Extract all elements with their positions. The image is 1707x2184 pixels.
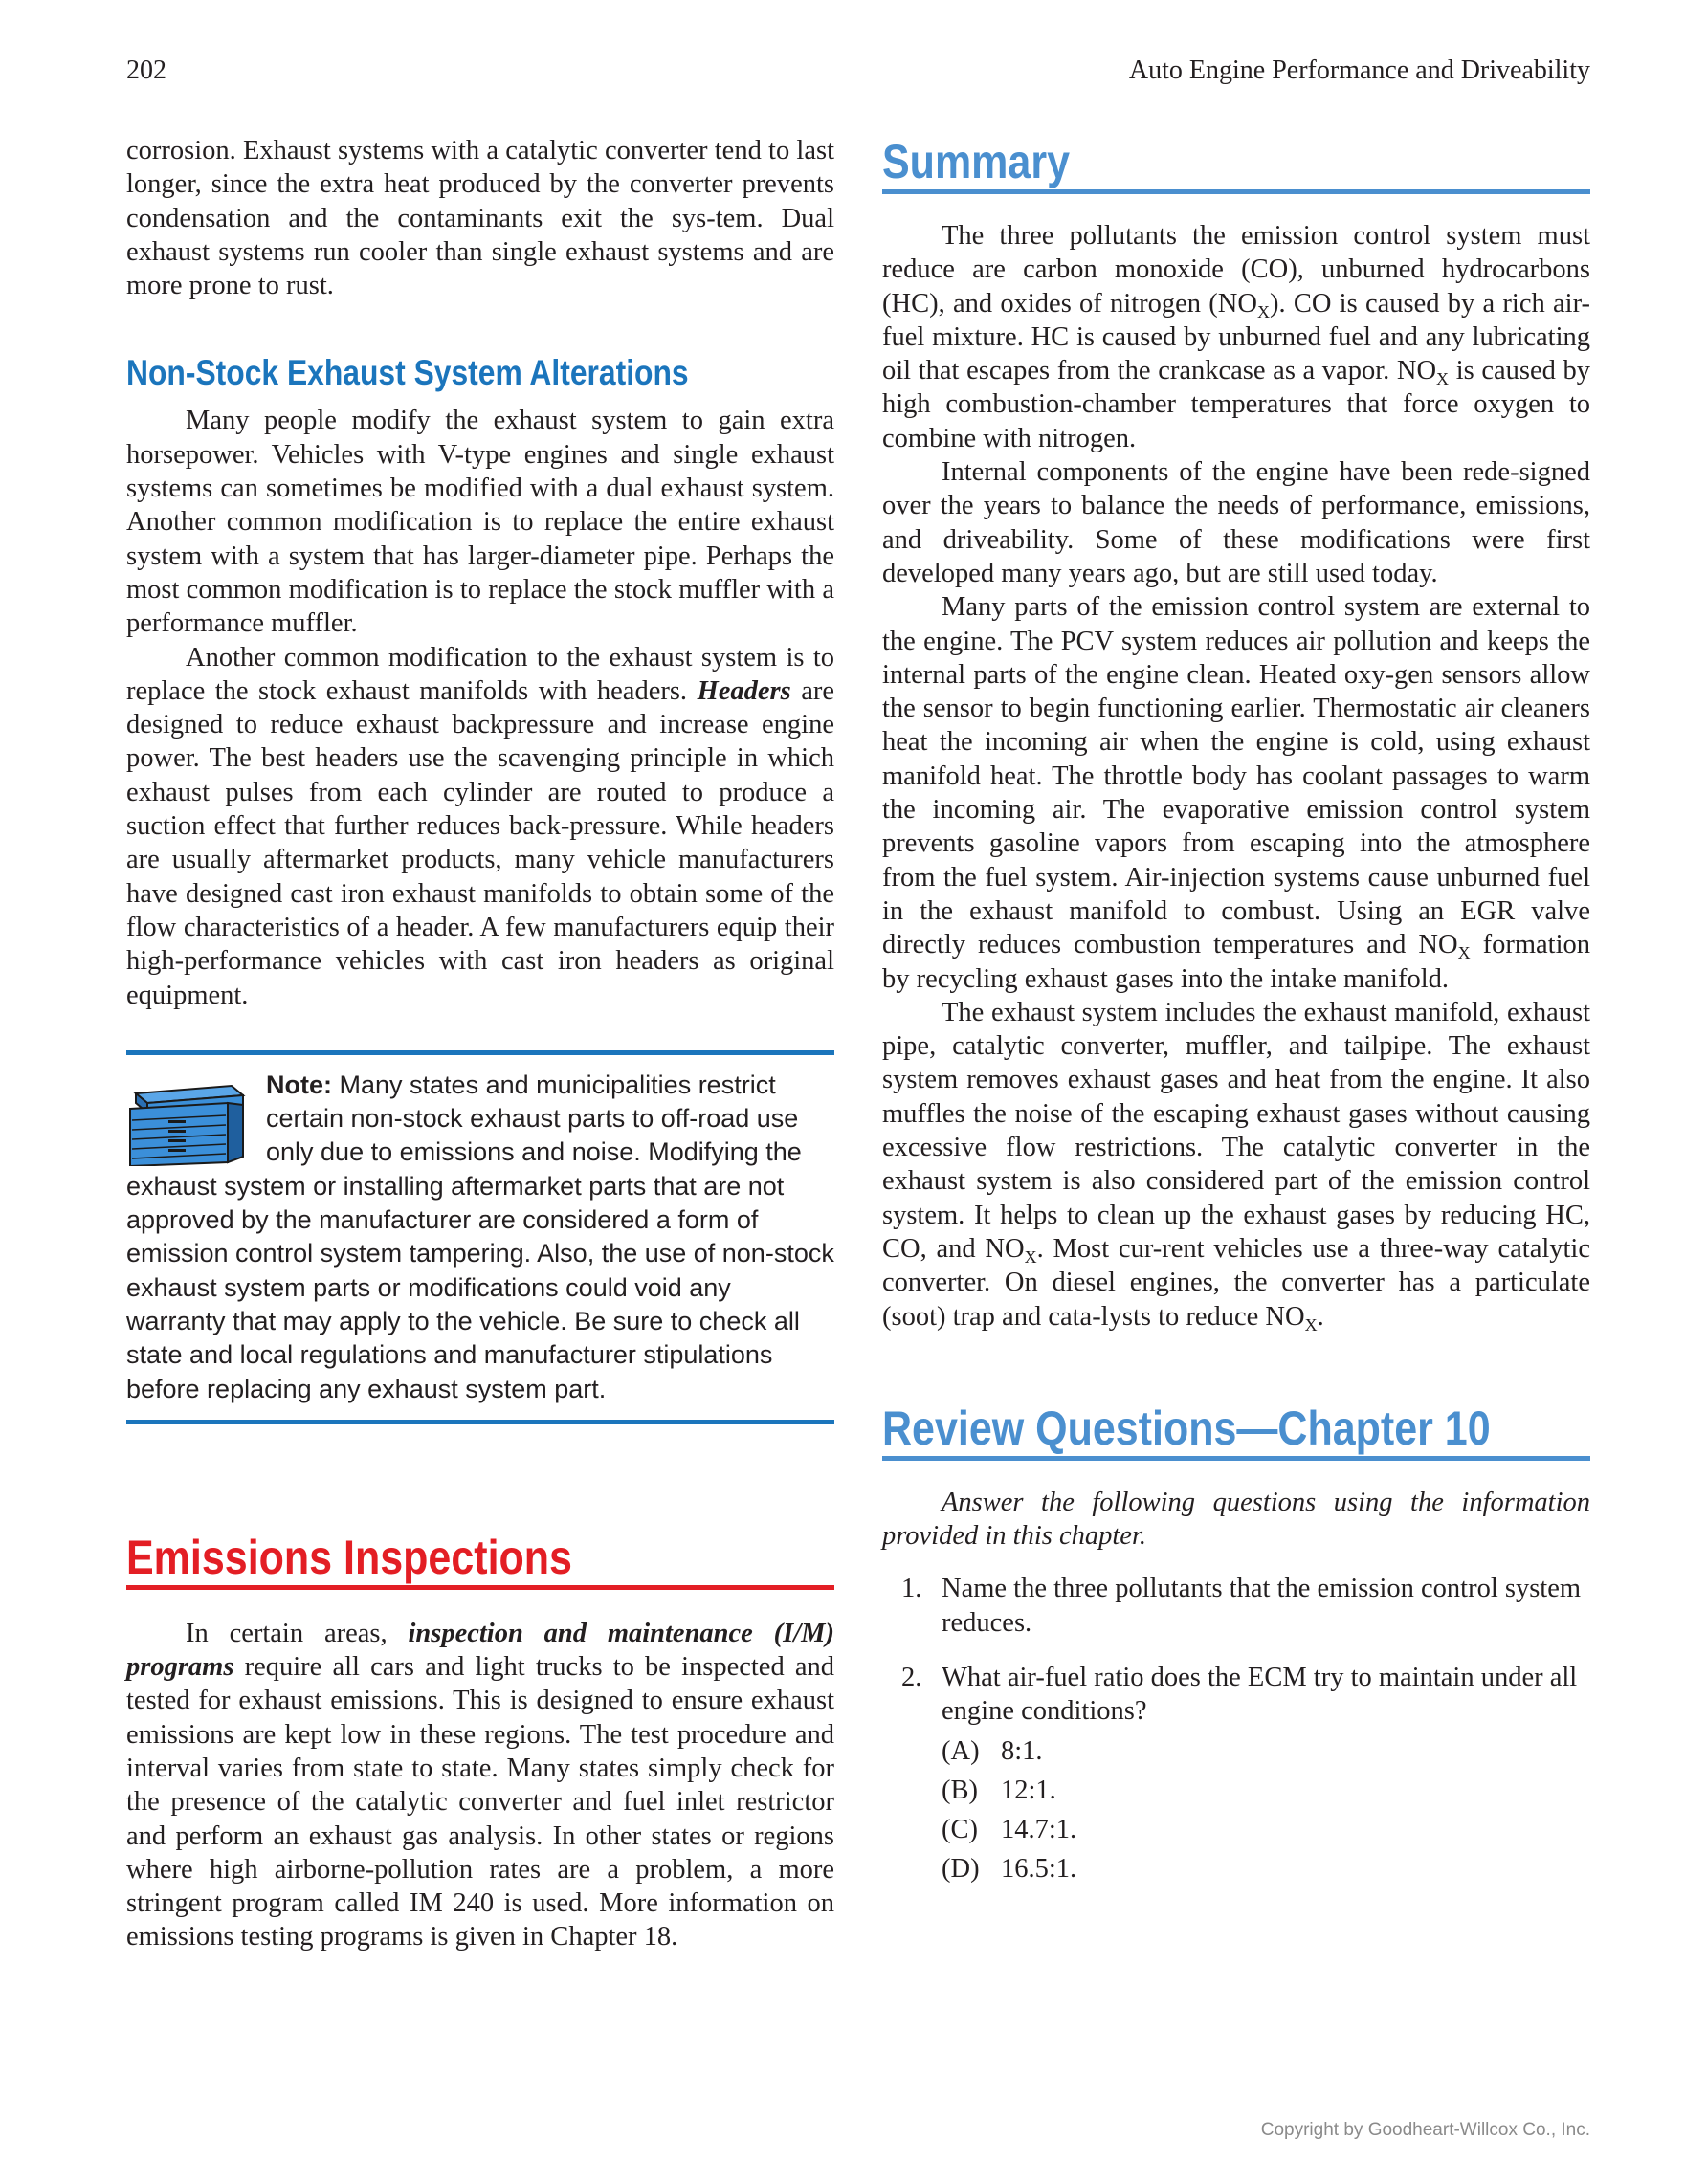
summary-paragraph-3: Many parts of the emission control system are external to the engine. The PCV system reduces air pollution and keeps the internal parts of the engine clean. Heated oxy-gen sensors allow the sensor to begin functioning earlier. Thermostatic air cleaners heat the incoming air when the engine is cold, using exhaust manifold heat. The throttle body has coolant passages to warm the incoming air. The evaporative emission control system prevents gasoline vapors from escaping into the atmosphere from the fuel system. Air-injection systems cause unburned fuel in the exhaust manifold to combust. Using an EGR valve directly reduces combustion temperatures and $NO_X$ formation by recycling exhaust gases into the intake manifold. — [882, 592, 1591, 994]
emissions-heading-block — [126, 1530, 834, 1590]
toolbox-icon — [126, 1074, 249, 1166]
question-1 — [882, 1572, 1590, 1640]
note-label: Note: — [266, 1070, 332, 1099]
term-im-programs: inspection and maintenance (I/M) programs — [126, 1618, 834, 1683]
paragraph-text: require all cars and light trucks to be inspected and tested for exhaust emissions. This is designed to ensure exhaust emissions are kept low in these regions. The test procedure and interval varies from state to state. Many states simply check for the presence of the catalytic converter and fuel inlet restrictor and perform an exhaust gas analysis. In other states or regions where high airborne-pollution rates are a problem, a more stringent program called IM 240 is used. More information on emissions testing programs is given in Chapter 18. — [126, 1652, 835, 1952]
question-text: What air-fuel ratio does the ECM try to maintain under all engine conditions? — [942, 1662, 1578, 1727]
note-body: Many states and municipalities restrict certain non-stock exhaust parts to off-road use only due to emissions and noise. Modifying the exhaust system or installing aftermarket parts that are not approved by the manufacturer are considered a form of emission control system tampering. Also, the use of non-stock exhaust system parts or modifications could void any warranty that may apply to the vehicle. Be sure to check all state and local regulations and manufacturer stipulations before replacing any exhaust system part. — [126, 1070, 834, 1403]
review-intro: Answer the following questions using the information provided in this chapter. — [882, 1487, 1590, 1552]
left-column — [126, 134, 834, 1954]
copyright-notice: Copyright by Goodheart-Willcox Co., Inc. — [1260, 2120, 1590, 2140]
question-number: 1. — [901, 1574, 922, 1604]
question-number: 2. — [901, 1662, 922, 1692]
section-title-non-stock: Non-Stock Exhaust System Alterations — [126, 353, 689, 393]
running-head: Auto Engine Performance and Driveability — [1128, 55, 1590, 85]
section-title-review: Review Questions—Chapter 10 — [882, 1401, 1491, 1455]
non-stock-paragraph-2 — [126, 641, 834, 1012]
option-c: (C) 14.7:1. — [942, 1815, 1077, 1845]
non-stock-paragraph-1: Many people modify the exhaust system to gain extra horsepower. Vehicles with V-type engines and single exhaust systems can sometimes be modified with a dual exhaust system. Another common modification is to replace the entire exhaust system with a system that has larger-diameter pipe. Perhaps the most common modification is to replace the stock muffler with a performance muffler. — [126, 406, 834, 639]
summary-paragraph-4: The exhaust system includes the exhaust manifold, exhaust pipe, catalytic converter, muffler, and tailpipe. The exhaust system removes exhaust gases and heat from the engine. It also muffles the noise of the escaping exhaust gases without causing excessive flow restrictions. The catalytic converter in the exhaust system is also considered part of the emission control system. It helps to clean up the exhaust gases by reducing HC, CO, and $NO_X$. Most cur-rent vehicles use a three-way catalytic converter. On diesel engines, the converter has a particulate (soot) trap and cata-lysts to reduce $NO_X$. — [882, 997, 1590, 1335]
intro-paragraph: corrosion. Exhaust systems with a catalytic converter tend to last longer, since the extra heat produced by the converter prevents condensation and the contaminants exit the sys-tem. Dual exhaust systems run cooler than single exhaust systems and are more prone to rust. — [126, 136, 834, 301]
right-column — [882, 134, 1590, 1886]
option-d: (D) 16.5:1. — [942, 1854, 1077, 1885]
summary-heading-block — [882, 134, 1590, 194]
paragraph-text: In certain areas, — [186, 1618, 388, 1648]
term-headers: Headers — [697, 675, 791, 706]
paragraph-text: are designed to reduce exhaust backpressure and increase engine power. The best headers use the scavenging principle in which exhaust pulses from each cylinder are routed to produce a suction effect that further reduces back-pressure. While headers are usually aftermarket products, many vehicle manufacturers have designed cast iron exhaust manifolds to obtain some of the flow characteristics of a header. A few manufacturers equip their high-performance vehicles with cast iron headers as original equipment. — [126, 675, 835, 1010]
summary-paragraph-1: The three pollutants the emission control system must reduce are carbon monoxide (CO), unburned hydrocarbons (HC), and oxides of nitrogen $(NO_X)$. CO is caused by a rich air-fuel mixture. HC is caused by unburned fuel and any lubricating oil that escapes from the crankcase as a vapor. $NO_X$ is caused by high combustion-chamber temperatures that force oxygen to combine with nitrogen. — [882, 221, 1590, 453]
summary-paragraph-2: Internal components of the engine have been rede-signed over the years to balance the needs of performance, emissions, and driveability. Some of these modifications were first developed many years ago, but are still used today. — [882, 457, 1590, 588]
paragraph-text: Another common modification to the exhaust system is to replace the stock exhaust manifolds with headers. — [126, 642, 834, 706]
section-title-emissions: Emissions Inspections — [126, 1530, 572, 1584]
page-number: 202 — [126, 55, 166, 85]
note-box — [126, 1050, 834, 1424]
review-questions — [882, 1572, 1590, 1886]
option-b: (B) 12:1. — [942, 1775, 1056, 1805]
section-title-summary: Summary — [882, 135, 1070, 188]
question-text: Name the three pollutants that the emission control system reduces. — [942, 1574, 1582, 1638]
review-heading-block — [882, 1401, 1590, 1461]
emissions-paragraph — [126, 1617, 834, 1954]
option-a: (A) 8:1. — [942, 1735, 1043, 1766]
question-2 — [882, 1661, 1590, 1886]
